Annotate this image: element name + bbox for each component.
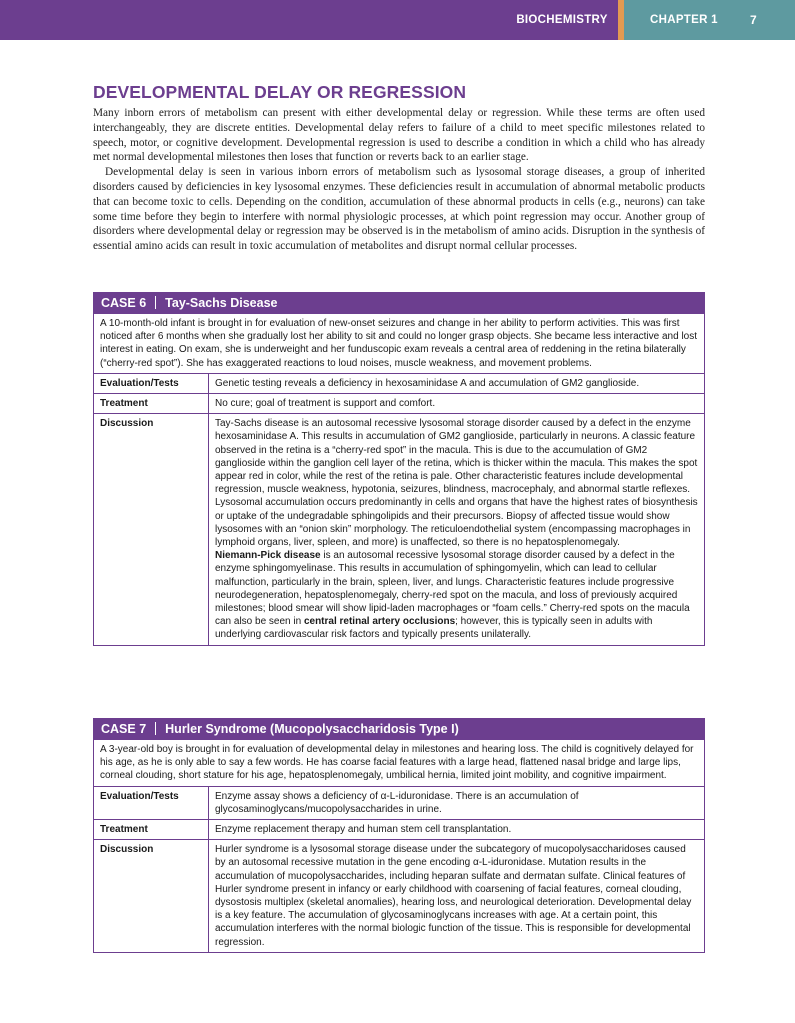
case-7-eval-row (94, 787, 704, 820)
eval-label: Evaluation/Tests (94, 787, 209, 819)
case-7-treatment-row (94, 820, 704, 840)
term-niemann-pick: Niemann-Pick disease (215, 550, 321, 562)
case-6-treatment-row (94, 394, 704, 414)
discussion-label: Discussion (94, 414, 209, 644)
case-header-divider (155, 296, 156, 309)
case-6-title: Tay-Sachs Disease (165, 296, 278, 310)
case-7-title: Hurler Syndrome (Mucopolysaccharidosis Type I) (165, 722, 459, 736)
treatment-text: Enzyme replacement therapy and human stem cell transplantation. (215, 824, 512, 836)
case-6-discussion-row (94, 414, 704, 644)
discussion-label: Discussion (94, 840, 209, 952)
running-header (0, 0, 795, 40)
section-title: DEVELOPMENTAL DELAY OR REGRESSION (93, 82, 467, 102)
eval-text: Genetic testing reveals a deficiency in hexosaminidase A and accumulation of GM2 ganglioside. (215, 377, 640, 389)
case-7-presentation: A 3-year-old boy is brought in for evaluation of developmental delay in milestones and hearing loss. The child is cognitively delayed for his age, as he is only able to say a few words. He has coarse facial features with a large head, flattened nasal bridge and large lips, corneal clouding, short stature for his age, hepatosplenomegaly, umbilical hernia, limited joint mobility, and cognitive impairment. (94, 740, 704, 787)
discussion-text (209, 414, 704, 644)
term-crao: central retinal artery occlusions (303, 616, 456, 628)
case-7-box (93, 718, 705, 953)
discussion-paragraph-2 (215, 549, 698, 641)
treatment-label: Treatment (94, 394, 209, 413)
discussion-text: Hurler syndrome is a lysosomal storage disease under the subcategory of mucopolysaccharidoses caused by an autosomal recessive mutation in the gene encoding α-L-iduronidase. Mutation results in the accumulation of mucopolysaccharides, including heparan sulfate and dermatan sulfate. Clinical features of Hurler syndrome present in infancy or early childhood with coarsening of facial features, corneal clouding, dysostosis multiplex (skeletal anomalies), hearing loss, and neurological deterioration. Developmental delay is a key feature. The accumulation of glycosaminoglycans increases with age. At a certain point, this accumulation interferes with the normal biologic function of the tissue. This is responsible for developmental regression. (215, 844, 692, 948)
treatment-label: Treatment (94, 820, 209, 839)
eval-text: Enzyme assay shows a deficiency of α-L-iduronidase. There is an accumulation of glycosaminoglycans/mucopolysaccharides in urine. (215, 790, 579, 815)
discussion-paragraph-1: Tay-Sachs disease is an autosomal recessive lysosomal storage disorder caused by a defect in the enzyme hexosaminidase A. This results in accumulation of GM2 ganglioside, particularly in neurons. A classic feature observed in the retina is a “cherry-red spot” in the macula. This is due to the accumulation of GM2 ganglioside within the ganglion cell layer of the retina, which is thicker within the macula. This makes the spot appear red in color, while the rest of the retina is pale. Other characteristic features include developmental regression, muscle weakness, hypotonia, seizures, blindness, macrocephaly, and abnormal startle reflexes. Lysosomal accumulation occurs predominantly in cells and organs that have the highest rates of biosynthesis or uptake of the undegradable sphingolipids and their precursors. Biopsy of affected tissue would show lysosomes with an “onion skin” morphology. The reticuloendothelial system (encompassing macrophages in lymphoid organs, liver, spleen, and more) is unaffected, so there is no hepatosplenomegaly. (215, 418, 698, 549)
case-7-label: CASE 7 (101, 722, 147, 736)
case-7-discussion-row (94, 840, 704, 952)
header-chapter-label: CHAPTER 1 (650, 14, 718, 26)
case-7-header (94, 719, 704, 740)
case-header-divider (155, 722, 156, 735)
eval-label: Evaluation/Tests (94, 374, 209, 393)
discussion-text-part: is an autosomal recessive lysosomal storage disorder caused by a defect in the enzyme sphingomyelinase. This results in accumulation of sphingomyelin, which can lead to cellular malfunction, particularly in the brain, spleen, liver, and lungs. Characteristic features include progressive neurodegeneration, hepatosplenomegaly, cherry-red spot on the macula, and loss of previously acquired milestones; blood smear will show lipid-laden macrophages or “foam cells.” Cherry-red spots on the macula can also be seen in (215, 550, 690, 628)
case-6-label: CASE 6 (101, 296, 147, 310)
header-section-label: BIOCHEMISTRY (516, 14, 608, 26)
treatment-text: No cure; goal of treatment is support and comfort. (215, 398, 436, 410)
case-6-header (94, 293, 704, 314)
discussion-text-part: ; however, this is typically seen in adults with underlying cardiovascular risk factors and typically presents unilaterally. (215, 616, 653, 641)
intro-paragraph-1: Many inborn errors of metabolism can present with either developmental delay or regression. While these terms are often used interchangeably, they are discrete entities. Developmental delay refers to failure of a child to meet specific milestones related to speech, motor, or cognitive development. Developmental regression is used to describe a condition in which a child who has already met normal developmental milestones then loses that function or reverts back to an earlier stage. (93, 107, 705, 164)
page-number: 7 (750, 13, 757, 27)
intro-paragraph-2: Developmental delay is seen in various inborn errors of metabolism such as lysosomal storage diseases, a group of inherited disorders caused by deficiencies in key lysosomal enzymes. These deficiencies result in accumulation of abnormal metabolic products that can become toxic to cells. Depending on the condition, accumulation of these abnormal products in cells (e.g., neurons) can take some time before they begin to interfere with normal physiologic processes, at which point regression may occur. Another group of disorders where developmental delay or regression may be observed is in the metabolism of amino acids. Disruption in the synthesis of essential amino acids can result in toxic accumulation of metabolites and disrupt normal cellular processes. (93, 166, 705, 253)
case-6-box (93, 292, 705, 646)
case-6-eval-row (94, 374, 704, 394)
case-6-presentation: A 10-month-old infant is brought in for evaluation of new-onset seizures and change in her ability to perform activities. This was first noticed after 6 months when she gradually lost her ability to sit and could no longer grasp objects. She became less interactive and lost interest in eating. On exam, she is underweight and her funduscopic exam reveals a central area of reddening in the retina bilaterally (“cherry-red spot”). She has exaggerated reactions to loud noises, muscle weakness, and movement problems. (94, 314, 704, 374)
header-accent-stripe (618, 0, 624, 40)
intro-text (93, 106, 705, 254)
